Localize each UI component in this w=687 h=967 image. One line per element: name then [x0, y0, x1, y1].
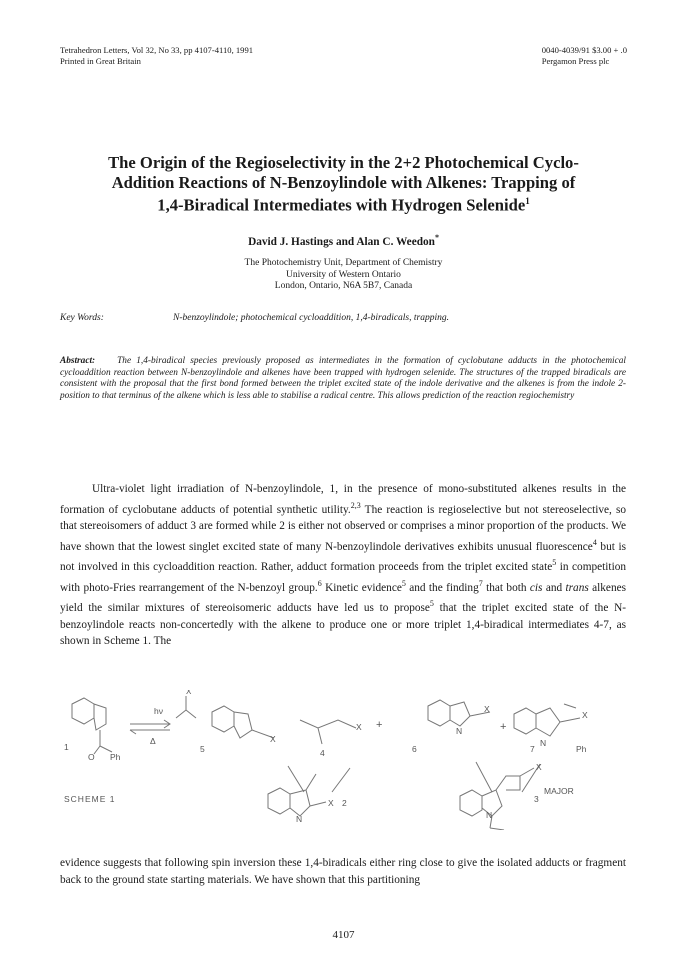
compound-number-2: 2 [342, 798, 347, 808]
publisher-info [542, 45, 627, 67]
ph-label-1: Ph [110, 752, 121, 762]
abstract [60, 356, 626, 403]
arrows-to-compound-2 [288, 766, 350, 792]
journal-citation [60, 45, 253, 67]
price-code: 0040-4039/91 $3.00 + .0 [541, 45, 627, 55]
page-number: 4107 [332, 929, 355, 941]
plus-sign-2: + [500, 721, 507, 733]
title-line-2: Addition Reactions of N-Benzoylindole with Alkenes: Trapping of [111, 172, 576, 192]
compound-1-structure [72, 698, 112, 754]
paper-title [60, 153, 627, 215]
compound-5-structure [212, 706, 274, 738]
abstract-label: Abstract: [60, 356, 96, 366]
x-label-7: X [582, 710, 588, 720]
affiliation-line-3: London, Ontario, N6A 5B7, Canada [274, 281, 413, 291]
body-paragraph-2: evidence suggests that following spin inversion these 1,4-biradicals either ring close to give the isolated adducts or fragment back to the ground state starting materials. We have shown that this partitioning [60, 857, 626, 886]
title-footnote-mark: 1 [525, 196, 530, 206]
n-label-6: N [456, 726, 463, 736]
x-label-6: X [484, 704, 490, 714]
reaction-arrow-forward [130, 720, 170, 728]
n-label-7: N [540, 738, 547, 748]
o-label-1: O [88, 752, 95, 762]
printed-line: Printed in Great Britain [60, 56, 141, 66]
arrows-to-compound-3 [476, 762, 540, 792]
affiliation-line-2: University of Western Ontario [286, 269, 401, 280]
body-paragraph-1: Ultra-violet light irradiation of N-benzoylindole, 1, in the presence of mono-substituted alkenes results in the formation of cyclobutane adducts of potential synthetic utility.$^{2,3}$ The reaction is regioselective but not stereoselective, so that stereoisomers of adduct 3 are formed while 2 is either not observed or comprises a minor proportion of the products. We have shown that the lowest singlet excited state of many N-benzoylindole derivatives exhibits unusual fluorescence$^4$ but is not involved in this cycloaddition reaction. Rather, adduct formation proceeds from the triplet excited state$^5$ in competition with photo-Fries rearrangement of the N-benzoyl group.$^6$ Kinetic evidence$^5$ and the finding$^7$ that both cis and trans alkenes yield the similar mixtures of stereoisomeric adducts have led us to propose$^5$ that the triplet excited state of the N-benzoylindole reacts non-concertedly with the alkene to produce one or more triplet 1,4-biradical intermediates 4-7, as shown in Scheme 1. The [60, 483, 627, 648]
n-label-3: N [486, 810, 493, 820]
abstract-text: The 1,4-biradical species previously proposed as intermediates in the formation of cyclobutane adducts in the photochemical cycloaddition reaction between N-benzoylindole and alkenes have been trapped with hydrogen selenide. The structures of the trapped biradicals are consistent with the proposal that the first bond formed between the triplet excited state of the indole derivative and the alkenes is from the indole 2-position to that terminus of the alkene which is less able to stabilise a radical centre. This allows prediction of the reaction regiochemistry [60, 356, 626, 402]
ph-label-7: Ph [576, 744, 587, 754]
journal-line: Tetrahedron Letters, Vol 32, No 33, pp 4107-4110, 1991 [60, 45, 254, 55]
reaction-arrow-reverse [130, 730, 170, 734]
affiliation [0, 258, 687, 293]
keywords-label: Key Words: [60, 313, 104, 323]
hv-label: hν [154, 706, 163, 716]
delta-label: Δ [150, 736, 156, 746]
compound-number-1: 1 [64, 742, 69, 752]
keywords-text: N-benzoylindole; photochemical cycloaddition, 1,4-biradicals, trapping. [173, 313, 449, 323]
affiliation-line-1: The Photochemistry Unit, Department of Chemistry [244, 258, 443, 268]
n-label-2: N [296, 814, 303, 824]
compound-number-5: 5 [200, 744, 205, 754]
compound-3-structure [460, 768, 534, 830]
title-line-3 [60, 192, 627, 215]
publisher-name: Pergamon Press plc [541, 56, 610, 66]
compound-number-6: 6 [412, 744, 417, 754]
x-label-5: X [270, 734, 276, 744]
scheme-1-figure [60, 690, 640, 830]
compound-7-structure [514, 704, 580, 736]
x-label-4: X [356, 722, 362, 732]
x-label-alkene: X [186, 690, 192, 696]
x-label-2: X [328, 798, 334, 808]
title-line-1: The Origin of the Regioselectivity in the 2+2 Photochemical Cyclo- [108, 153, 579, 172]
compound-6-structure [428, 700, 490, 726]
compound-number-7: 7 [530, 744, 535, 754]
title-line-3-text: 1,4-Biradical Intermediates with Hydrogen Selenide [157, 195, 526, 215]
major-label: MAJOR [544, 786, 574, 796]
scheme-label: SCHEME 1 [64, 794, 116, 804]
compound-number-4: 4 [320, 748, 325, 758]
compound-number-3: 3 [534, 794, 539, 804]
corresponding-mark: * [434, 233, 439, 242]
plus-sign-1: + [376, 719, 383, 731]
authors [0, 233, 687, 248]
x-label-3: X [536, 762, 542, 772]
compound-4-structure [300, 720, 356, 744]
author-names: David J. Hastings and Alan C. Weedon [248, 235, 435, 248]
